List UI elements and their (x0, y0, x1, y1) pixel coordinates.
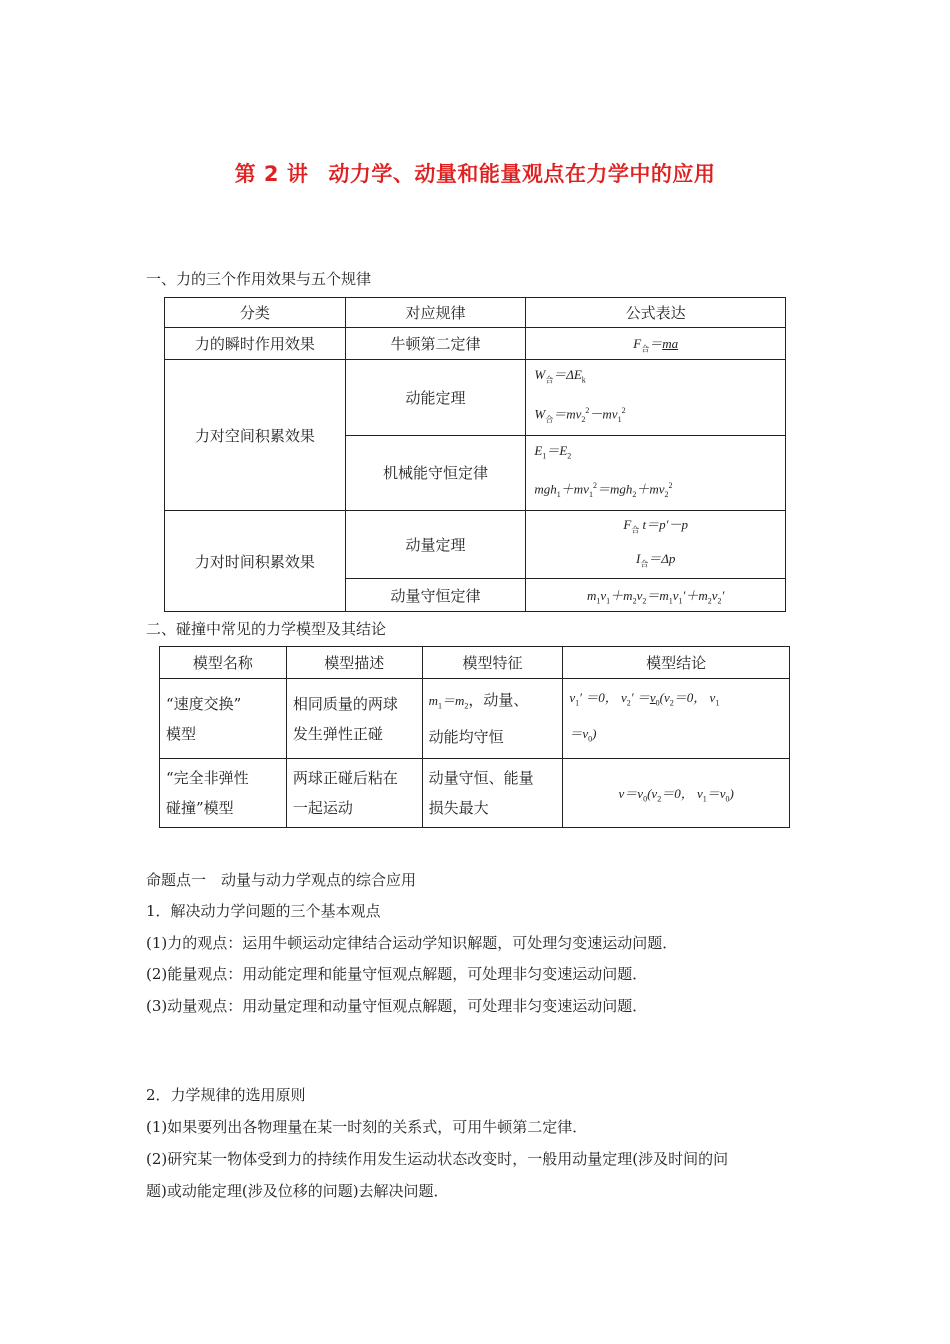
model-feature: $m_1=m_2$，动量、 动能均守恒 (422, 679, 563, 759)
page-title (0, 158, 950, 188)
header-model-desc: 模型描述 (286, 647, 422, 679)
formula-impulse: $F_合$ t＝p′－p $I_合=\Delta p$ (526, 511, 786, 579)
table-row (165, 511, 786, 579)
models-table (159, 646, 790, 828)
model-result: $v=v_0(v_2=0$， $v_1=v_0$) (563, 759, 790, 828)
model-result: $v_1' =0$， $v_2' =v_0(v_2=0$， $v_1$ $=v_0$) (563, 679, 790, 759)
table-row (165, 360, 786, 436)
lecture-number: 第 2 讲 (234, 162, 309, 186)
law-kinetic-energy: 动能定理 (345, 360, 526, 436)
formula-momentum-conservation: $m_1v_1+m_2v_2=m_1v_1'+m_2v_2'$ (526, 579, 786, 612)
model-desc: 两球正碰后粘在 一起运动 (286, 759, 422, 828)
table-row (165, 328, 786, 360)
category-space: 力对空间积累效果 (165, 360, 346, 511)
paragraph: 题)或动能定理(涉及位移的问题)去解决问题． (146, 1182, 449, 1200)
paragraph: (1)力的观点：运用牛顿运动定律结合运动学知识解题，可处理匀变速运动问题． (146, 934, 678, 952)
model-name: “完全非弹性 碰撞”模型 (160, 759, 287, 828)
header-category: 分类 (165, 298, 346, 328)
lecture-title: 动力学、动量和能量观点在力学中的应用 (328, 162, 716, 186)
law-newton2: 牛顿第二定律 (345, 328, 526, 360)
model-desc: 相同质量的两球 发生弹性正碰 (286, 679, 422, 759)
subheading-2: 2．力学规律的选用原则 (146, 1086, 306, 1104)
header-model-feature: 模型特征 (422, 647, 563, 679)
topic-heading: 命题点一 动量与动力学观点的综合应用 (146, 871, 417, 889)
table-header-row (160, 647, 790, 679)
model-feature: 动量守恒、能量 损失最大 (422, 759, 563, 828)
table-row (160, 679, 790, 759)
formula-mech-energy: $E_1=E_2$ $mgh_1+mv_1^2=mgh_2+mv_2^2$ (526, 435, 786, 511)
paragraph: (2)能量观点：用动能定理和能量守恒观点解题，可处理非匀变速运动问题． (146, 965, 648, 983)
category-time: 力对时间积累效果 (165, 511, 346, 612)
law-mech-energy: 机械能守恒定律 (345, 435, 526, 511)
section2-heading: 二、碰撞中常见的力学模型及其结论 (146, 620, 387, 638)
paragraph: (2)研究某一物体受到力的持续作用发生运动状态改变时，一般用动量定理(涉及时间的问 (146, 1150, 729, 1168)
header-formula: 公式表达 (526, 298, 786, 328)
law-momentum-conservation: 动量守恒定律 (345, 579, 526, 612)
laws-table (164, 297, 786, 612)
section1-heading: 一、力的三个作用效果与五个规律 (146, 270, 372, 288)
paragraph: (3)动量观点：用动量定理和动量守恒观点解题，可处理非匀变速运动问题． (146, 997, 648, 1015)
header-model-name: 模型名称 (160, 647, 287, 679)
model-name: “速度交换” 模型 (160, 679, 287, 759)
law-impulse: 动量定理 (345, 511, 526, 579)
table-header-row (165, 298, 786, 328)
formula-kinetic-energy: $W_合=\Delta E_k$ $W_合=mv_2^2-mv_1^2$ (526, 360, 786, 436)
header-model-result: 模型结论 (563, 647, 790, 679)
header-law: 对应规律 (345, 298, 526, 328)
paragraph: (1)如果要列出各物理量在某一时刻的关系式，可用牛顿第二定律． (146, 1118, 588, 1136)
table-row (160, 759, 790, 828)
subheading-1: 1．解决动力学问题的三个基本观点 (146, 902, 381, 920)
formula-newton2: $F_合=ma$ (526, 328, 786, 360)
category-instant: 力的瞬时作用效果 (165, 328, 346, 360)
